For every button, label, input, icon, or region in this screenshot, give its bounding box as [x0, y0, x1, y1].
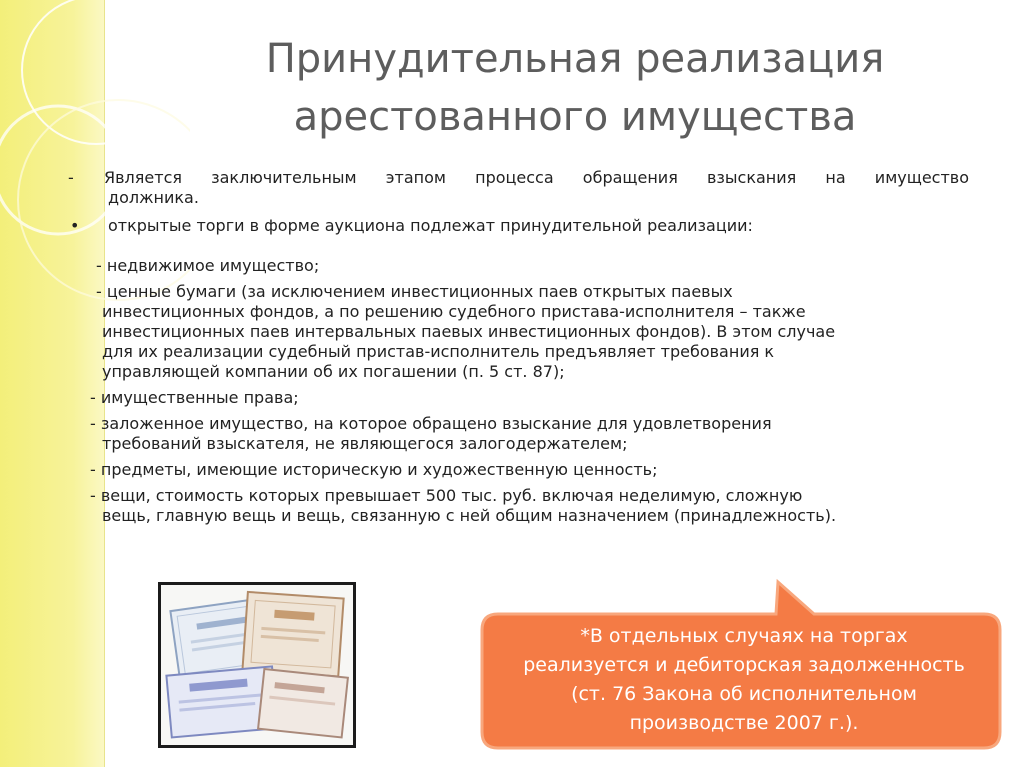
- property-list: [64, 256, 969, 526]
- list-item-line: инвестиционных фондов, а по решению судебного пристава-исполнителя – также: [102, 302, 806, 321]
- intro-line: [64, 168, 969, 188]
- title-line: арестованного имущества: [293, 94, 857, 140]
- list-item: [64, 486, 969, 526]
- list-item: [64, 282, 969, 382]
- list-item-line: для их реализации судебный пристав-исполнитель предъявляет требования к: [102, 342, 775, 361]
- list-item-line: управляющей компании об их погашении (п. 5 ст. 87);: [102, 362, 565, 381]
- list-item-line: - имущественные права;: [90, 388, 299, 407]
- note-callout-text: [484, 622, 1004, 738]
- callout-line: *В отдельных случаях на торгах: [580, 625, 908, 647]
- list-item: [64, 388, 969, 408]
- list-item-line: требований взыскателя, не являющегося залогодержателем;: [102, 434, 628, 453]
- callout-line: реализуется и дебиторская задолженность: [523, 654, 965, 676]
- list-item: [64, 414, 969, 454]
- bullet-text: открытые торги в форме аукциона подлежат принудительной реализации:: [108, 216, 753, 235]
- callout-line: (ст. 76 Закона об исполнительном: [571, 683, 917, 705]
- list-item-line: инвестиционных паев интервальных паевых инвестиционных фондов). В этом случае: [102, 322, 836, 341]
- list-item-line: - заложенное имущество, на которое обращено взыскание для удовлетворения: [90, 414, 772, 433]
- bullet-item: [64, 216, 969, 236]
- intro-text: Является заключительным этапом процесса обращения взыскания на имущество: [104, 168, 969, 187]
- callout-line: производстве 2007 г.).: [629, 712, 859, 734]
- slide-title: [140, 30, 1010, 146]
- list-item-line: - предметы, имеющие историческую и художественную ценность;: [90, 460, 658, 479]
- securities-certificates-photo: [158, 582, 356, 748]
- list-item: [64, 460, 969, 480]
- dash-marker: -: [68, 168, 74, 187]
- bullet-icon: •: [70, 216, 80, 235]
- title-line: Принудительная реализация: [265, 36, 885, 82]
- list-item-line: - вещи, стоимость которых превышает 500 тыс. руб. включая неделимую, сложную: [90, 486, 803, 505]
- list-item: [64, 256, 969, 276]
- slide-body: [64, 168, 969, 526]
- list-item-line: вещь, главную вещь и вещь, связанную с ней общим назначением (принадлежность).: [102, 506, 837, 525]
- intro-continuation: должника.: [108, 188, 199, 207]
- list-item-line: - ценные бумаги (за исключением инвестиционных паев открытых паевых: [96, 282, 733, 301]
- list-item-line: - недвижимое имущество;: [96, 256, 320, 275]
